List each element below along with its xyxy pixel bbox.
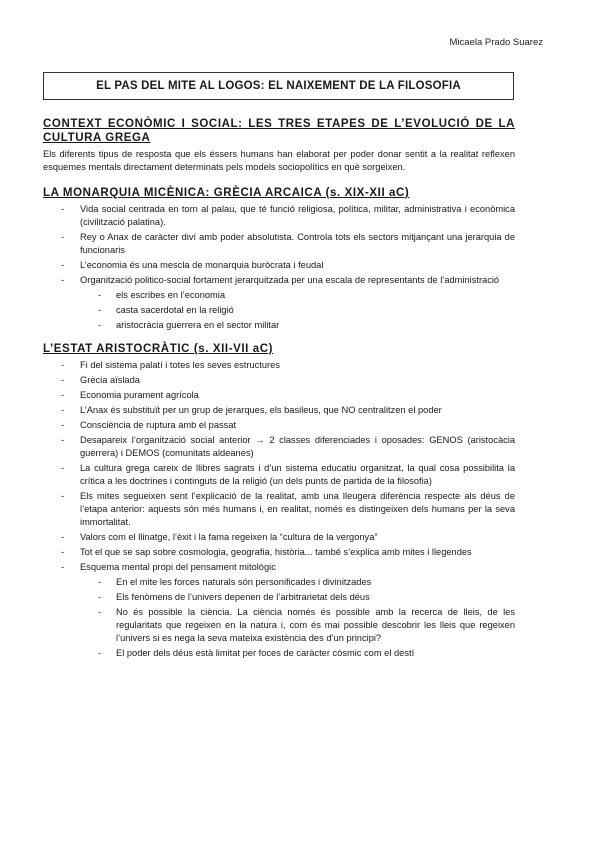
list-item: - Valors com el llinatge, l’èxit i la fama regeixen la “cultura de la vergonya” [43,531,515,544]
section-heading-context: CONTEXT ECONÒMIC I SOCIAL: LES TRES ETAPES DE L’EVOLUCIÓ DE LA CULTURA GREGA [43,118,515,144]
list-item: - L’Anax és substituït per un grup de jerarques, els basileus, que NO centralitzen el poder [43,404,515,417]
list-item: - L’economia és una mescla de monarquia buròcrata i feudal [43,259,515,272]
sub-list-item: - Els fenòmens de l’univers depenen de l’arbitrarietat dels déus [80,591,515,604]
list-item-text: Organització politico-social fortament jerarquitzada per una escala de representants de l’administració [80,275,500,285]
list-item: - Els mites segueixen sent l’explicació de la realitat, amb una lleugera diferència respecte als déus de l’etapa anterior: aquests són més humans i, en realitat, només es distingeixen dels humans per la seva immortalitat. [43,490,515,529]
aristocratic-list [43,359,515,660]
list-item [43,274,515,332]
document-title: EL PAS DEL MITE AL LOGOS: EL NAIXEMENT DE LA FILOSOFIA [43,72,514,100]
sub-list-item: - No és possible la ciència. La ciència només és possible amb la recerca de lleis, de les regularitats que regeixen en la natura i, com és mai possible descobrir les lleis que regeixen l’univers si es nega la seva mateixa existència des d’un principi? [80,606,515,645]
micenica-sublist [80,289,515,332]
list-item-text: Esquema mental propi del pensament mitològic [80,562,276,572]
micenica-list [43,203,515,332]
document-body [43,117,515,670]
list-item: - Fi del sistema palatí i totes les seves estructures [43,359,515,372]
aristocratic-sublist [80,576,515,660]
list-item: - Desapareix l’organització social anterior → 2 classes diferenciades i oposades: GENOS (aristocàcia guerrera) i DEMOS (comunitats aldeanes) [43,434,515,460]
list-item: - Consciència de ruptura amb el passat [43,419,515,432]
section-heading-aristocratic: L’ESTAT ARISTOCRÀTIC (s. XII-VII aC) [43,343,274,355]
list-item: - Rey o Anax de caràcter diví amb poder absolutista. Controla tots els sectors mitjançant una jerarquia de funcionaris [43,231,515,257]
sub-list-item: - En el mite les forces naturals són personificades i divinitzades [80,576,515,589]
sub-list-item: - El poder dels déus està limitat per foces de caràcter còsmic com el destí [80,647,515,660]
sub-list-item: - els escribes en l’economia [80,289,515,302]
sub-list-item: - aristocràcia guerrera en el sector militar [80,319,515,332]
list-item: - Vida social centrada en torn al palau, que té funció religiosa, política, militar, administrativa i econòmica (civilització palatina). [43,203,515,229]
list-item: - Tot el que se sap sobre cosmologia, geografia, història... també s’explica amb mites i llegendes [43,546,515,559]
section-paragraph-context: Els diferents tipus de resposta que els éssers humans han elaborat per poder donar sentit a la realitat reflexen esquemes mentals directament determinats pels models sociopolítics en què sorgeixen. [43,149,515,172]
section-heading-micenica: LA MONARQUIA MICÈNICA: GRÈCIA ARCAICA (s. XIX-XII aC) [43,187,410,199]
list-item: - La cultura grega careix de llibres sagrats i d’un sistema educatiu organitzat, la qual cosa possibilita la crítica a les doctrines i continguts de la religió (un dels punts de partida de la filosofia) [43,462,515,488]
list-item [43,561,515,660]
list-item: - Grècia aïslada [43,374,515,387]
author-name: Micaela Prado Suarez [449,37,543,48]
list-item: - Economia purament agrícola [43,389,515,402]
sub-list-item: - casta sacerdotal en la religió [80,304,515,317]
